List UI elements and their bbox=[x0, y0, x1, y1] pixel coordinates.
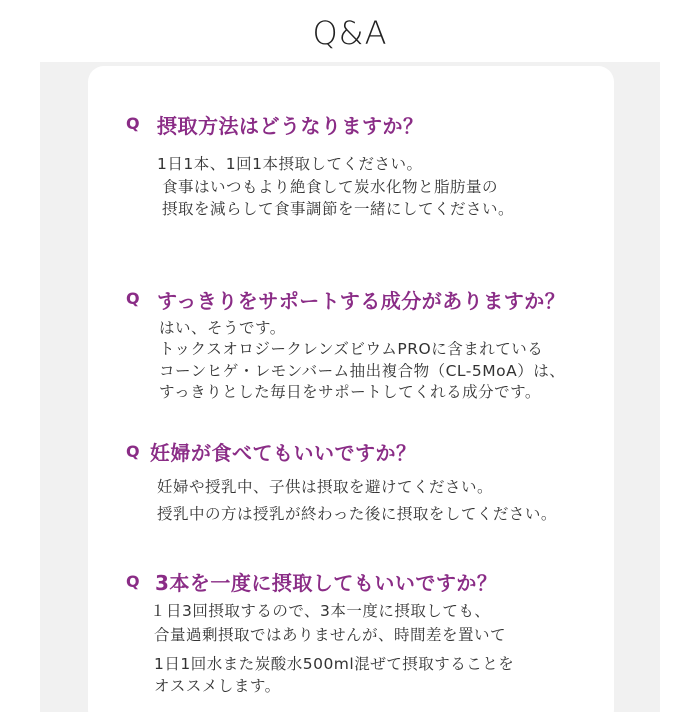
answer-line: 1日1本、1回1本摂取してください。 bbox=[157, 155, 423, 173]
answer-line: 1日1回水また炭酸水500ml混ぜて摂取することを bbox=[154, 655, 515, 673]
answer-line: はい、そうです。 bbox=[159, 319, 286, 337]
answer-line: １日3回摂取するので、3本一度に摂取しても、 bbox=[150, 602, 491, 620]
answer-line: トックスオロジークレンズビウムPROに含まれている bbox=[159, 340, 544, 358]
answer-line: 妊婦や授乳中、子供は摂取を避けてください。 bbox=[157, 478, 494, 496]
q-mark: Q bbox=[126, 114, 140, 133]
q-mark: Q bbox=[126, 442, 140, 461]
answer-line: コーンヒゲ・レモンバーム抽出複合物（CL-5MoA）は、 bbox=[159, 362, 566, 380]
answer-line: オススメします。 bbox=[154, 677, 281, 695]
answer-line: 摂取を減らして食事調節を一緒にしてください。 bbox=[162, 200, 515, 218]
answer-line: すっきりとした毎日をサポートしてくれる成分です。 bbox=[159, 383, 541, 401]
answer-line: 合量過剰摂取ではありませんが、時間差を置いて bbox=[154, 626, 507, 644]
question-text: 摂取方法はどうなりますか？ bbox=[157, 114, 424, 138]
question-text: 3本を一度に摂取してもいいですか？ bbox=[155, 571, 498, 595]
page-title: Q&A bbox=[312, 14, 388, 52]
q-mark: Q bbox=[126, 572, 140, 591]
question-text: 妊婦が食べてもいいですか？ bbox=[150, 441, 417, 465]
question-text: すっきりをサポートする成分がありますか？ bbox=[157, 289, 566, 313]
q-mark: Q bbox=[126, 289, 140, 308]
answer-line: 食事はいつもより絶食して炭水化物と脂肪量の bbox=[162, 178, 499, 196]
answer-line: 授乳中の方は授乳が終わった後に摂取をしてください。 bbox=[157, 505, 557, 523]
